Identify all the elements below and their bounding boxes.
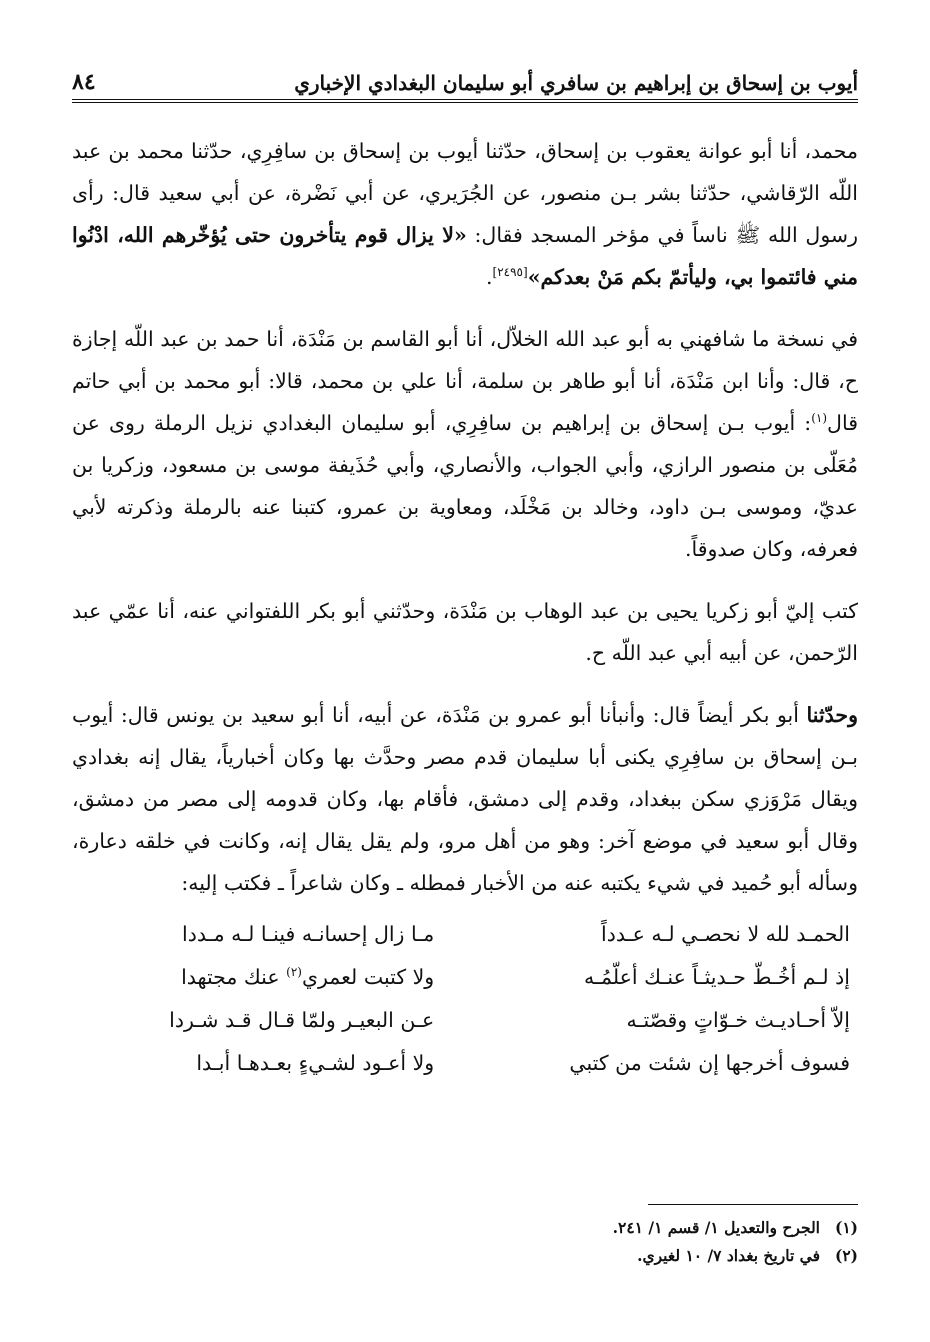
footnote-reference: (١) (811, 411, 828, 426)
header-rule (72, 99, 858, 103)
paragraph-text: «لا يزال قوم يتأخرون حتى يُؤخّرهم الله، ادْنُوا مني فائتموا بي، وليأتمّ بكم مَنْ بعدكم» (72, 223, 858, 289)
paragraph-text: : أيوب بـن إسحاق بن إبراهيم بن سافِرِي، أبو سليمان البغدادي نزيل الرملة روى عن مُعَلّى بن منصور الرازي، وأبي الجواب، والأنصاري، وأبي حُذَيفة موسى بن مسعود، وزكريا بن عديّ، وموسى بـن داود، وخالد بن مَخْلَد، ومعاوية بن عمرو، كتبنا عنه بالرملة وذكرته لأبي فعرفه، وكان صدوقاً. (72, 411, 858, 561)
poem-text: عنك مجتهدا (181, 964, 287, 989)
paragraph-text: محمد، أنا أبو عوانة يعقوب بن إسحاق، حدّثنا أيوب بن إسحاق بن سافِرِي، حدّثنا محمد بن عبد اللّه الرّقاشي، حدّثنا بشر بـن منصور، عن الجُرَيري، عن أبي نَضْرة، عن أبي سعيد قال: رأى رسول الله ﷺ ناساً في مؤخر المسجد فقال: (72, 139, 858, 247)
footnote-number: (١) (834, 1218, 858, 1237)
footnote-reference: (٢) (286, 964, 302, 979)
paragraph-text: . (486, 265, 493, 289)
footnote-number: (٢) (834, 1246, 858, 1265)
poem (80, 912, 850, 1084)
poem-verse (80, 955, 850, 998)
footnote-rule (648, 1204, 858, 1205)
running-title: أيوب بن إسحاق بن إبراهيم بن سافري أبو سليمان البغدادي الإخباري (294, 71, 858, 95)
page-header (72, 50, 858, 94)
poem-first-hemistich: فسوف أخرجها إن شئت من كتبي (569, 1050, 850, 1075)
paragraph-text: كتب إليّ أبو زكريا يحيى بن عبد الوهاب بن مَنْدَة، وحدّثني أبو بكر اللفتواني عنه، أنا عمّي عبد الرّحمن، عن أبيه أبي عبد اللّه ح. (72, 599, 858, 665)
poem-second-hemistich: ولا أعـود لشـيءٍ بعـدهـا أبـدا (196, 1050, 435, 1075)
poem-verse (80, 1041, 850, 1084)
poem-first-hemistich: إلاّ أحـاديـث خـوّاتٍ وقصّتـه (626, 1007, 850, 1032)
paragraph-text: أبو بكر أيضاً قال: وأنبأنا أبو عمرو بن مَنْدَة، عن أبيه، أنا أبو سعيد بن يونس قال: أيوب بـن إسحاق بن سافِرِي يكنى أبا سليمان قدم مصر وحدَّث بها وكان أخبارياً، يقال إنه بغدادي ويقال مَرْوَزي سكن ببغداد، وقدم إلى دمشق، فأقام بها، وكان قدومه إلى مصر من دمشق، وقال أبو سعيد في موضع آخر: وهو من أهل مرو، ولم يقل يقال إنه، وكانت في خلقه دعارة، وسأله أبو حُميد في شيء يكتبه عنه من الأخبار فمطله ـ وكان شاعراً ـ فكتب إليه: (72, 703, 858, 895)
paragraph (72, 130, 858, 298)
main-text (72, 130, 858, 1084)
poem-second-hemistich: عـن البعيـر ولمّا قـال قـد شـردا (169, 1007, 435, 1032)
poem-text: ولا كتبت لعمري (301, 964, 435, 989)
footnote-text: في تاريخ بغداد ٧/ ١٠ لغيري. (637, 1246, 820, 1265)
footnotes (72, 1214, 858, 1270)
paragraph (72, 318, 858, 570)
paragraph (72, 590, 858, 674)
page-number: ٨٤ (72, 68, 96, 95)
paragraph-text: وحدّثنا (806, 703, 858, 727)
book-page (72, 50, 858, 1322)
poem-verse (80, 998, 850, 1041)
footnote-text: الجرح والتعديل ١/ قسم ١/ ٢٤١. (612, 1218, 820, 1237)
poem-second-hemistich (80, 965, 434, 989)
poem-verse (80, 912, 850, 955)
poem-first-hemistich: إذ لـم أخُـطّ حـديثـاً عنـك أعلّمُـه (584, 964, 850, 989)
poem-second-hemistich: مـا زال إحسانـه فينـا لـه مـددا (182, 921, 435, 946)
footnote (72, 1242, 858, 1270)
paragraph-text: في نسخة ما شافهني به أبو عبد الله الخلاّل، أنا أبو القاسم بن مَنْدَة، أنا حمد بن عبد اللّه إجازة ح، قال: وأنا ابن مَنْدَة، أنا أبو طاهر بن سلمة، أنا علي بن محمد، قالا: أبو محمد بن أبي حاتم قال (72, 327, 858, 435)
poem-first-hemistich: الحمـد لله لا نحصـي لـه عـدداً (601, 921, 850, 946)
paragraph (72, 694, 858, 904)
footnote-reference: [٢٤٩٥] (492, 265, 528, 280)
footnote (72, 1214, 858, 1242)
